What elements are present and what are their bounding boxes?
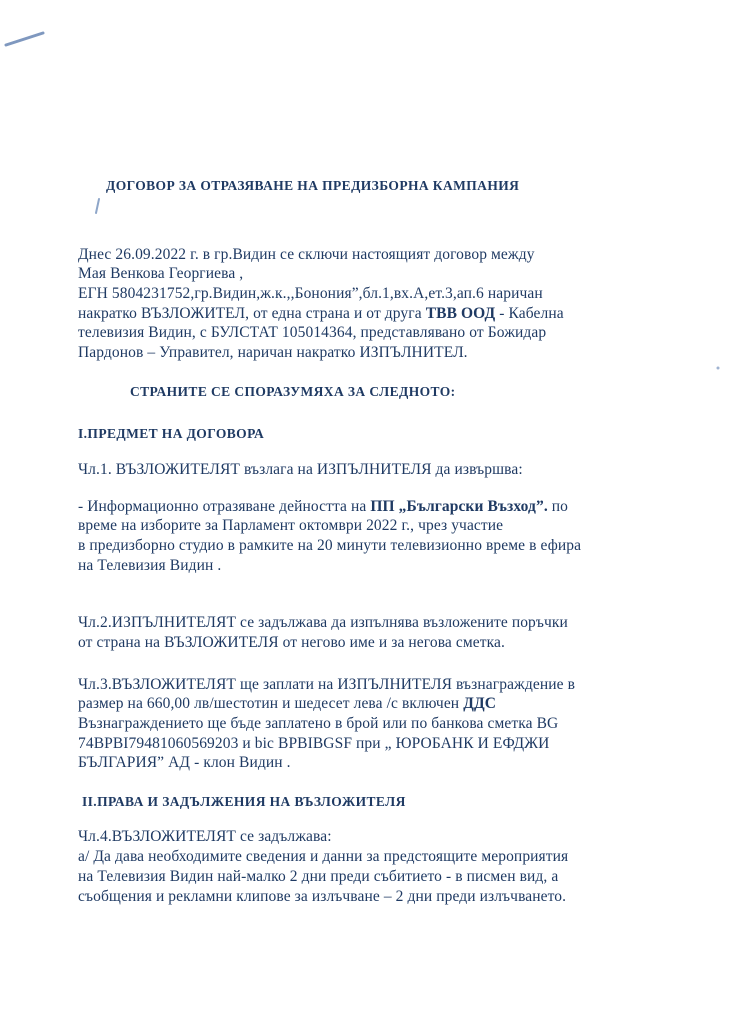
intro-line-4-end: - Кабелна — [495, 305, 564, 322]
intro-line-1: Днес 26.09.2022 г. в гр.Видин се сключи настоящият договор между — [78, 246, 535, 263]
service-line-4: на Телевизия Видин . — [78, 557, 222, 574]
article-1: Чл.1. ВЪЗЛОЖИТЕЛЯТ възлага на ИЗПЪЛНИТЕЛЯ да извършва: — [78, 461, 523, 478]
pen-stroke-mark — [0, 28, 50, 50]
section-2-heading: II.ПРАВА И ЗАДЪЛЖЕНИЯ НА ВЪЗЛОЖИТЕЛЯ — [82, 794, 406, 809]
service-line-1 — [78, 498, 568, 516]
article-4-a-line-3: съобщения и рекламни клипове за излъчване – 2 дни преди излъчването. — [78, 888, 567, 905]
agreed-heading: СТРАНИТЕ СЕ СПОРАЗУМЯХА ЗА СЛЕДНОТО: — [130, 384, 456, 399]
article-3-line-2 — [78, 695, 496, 713]
article-3-line-3: Възнаграждението ще бъде заплатено в брой или по банкова сметка BG — [78, 715, 559, 732]
dot-mark — [714, 364, 722, 372]
article-3-line-4: 74BPBI79481060569203 и bic BPBIBGSF при „ ЮРОБАНК И ЕФДЖИ — [78, 735, 550, 752]
company-name: ТВВ ООД — [425, 305, 496, 322]
intro-line-5: телевизия Видин, с БУЛСТАТ 105014364, представлявано от Божидар — [78, 324, 547, 341]
article-4: Чл.4.ВЪЗЛОЖИТЕЛЯТ се задължава: — [78, 828, 332, 845]
intro-line-2: Мая Венкова Георгиева , — [78, 265, 244, 282]
article-2-line-1: Чл.2.ИЗПЪЛНИТЕЛЯТ се задължава да изпълнява възложените поръчки — [78, 614, 568, 631]
article-4-a-line-1: а/ Да дава необходимите сведения и данни за предстоящите мероприятия — [78, 848, 569, 865]
article-2-line-2: от страна на ВЪЗЛОЖИТЕЛЯ от негово име и за негова сметка. — [78, 634, 505, 651]
article-3-line-2-text: размер на 660,00 лв/шестотин и шедесет лева /с включен — [78, 695, 464, 712]
intro-line-4 — [78, 305, 564, 323]
service-line-1-end: по — [547, 498, 569, 515]
intro-line-6: Пардонов – Управител, наричан накратко ИЗПЪЛНИТЕЛ. — [78, 344, 468, 361]
vat-label: ДДС — [463, 695, 497, 712]
service-line-2: време на изборите за Парламент октомври 2022 г., чрез участие — [78, 517, 504, 534]
article-3-line-5: БЪЛГАРИЯ” АД - клон Видин . — [78, 754, 291, 771]
section-1-heading: I.ПРЕДМЕТ НА ДОГОВОРА — [78, 426, 265, 441]
document-title: ДОГОВОР ЗА ОТРАЗЯВАНЕ НА ПРЕДИЗБОРНА КАМПАНИЯ — [106, 178, 520, 193]
intro-line-3: ЕГН 5804231752,гр.Видин,ж.к.,,Бонония”,бл.1,вх.А,ет.3,ап.6 наричан — [78, 285, 543, 302]
service-line-3: в предизборно студио в рамките на 20 минути телевизионно време в ефира — [78, 537, 582, 554]
party-name: ПП „Български Възход”. — [370, 498, 548, 515]
article-4-a-line-2: на Телевизия Видин най-малко 2 дни преди събитието - в писмен вид, а — [78, 868, 559, 885]
article-3-line-1: Чл.3.ВЪЗЛОЖИТЕЛЯТ ще заплати на ИЗПЪЛНИТЕЛЯ възнаграждение в — [78, 676, 575, 693]
service-line-1-text: - Информационно отразяване дейността на — [78, 498, 371, 515]
small-pen-mark — [92, 196, 102, 218]
intro-line-4-text: накратко ВЪЗЛОЖИТЕЛ, от една страна и от друга — [78, 305, 426, 322]
